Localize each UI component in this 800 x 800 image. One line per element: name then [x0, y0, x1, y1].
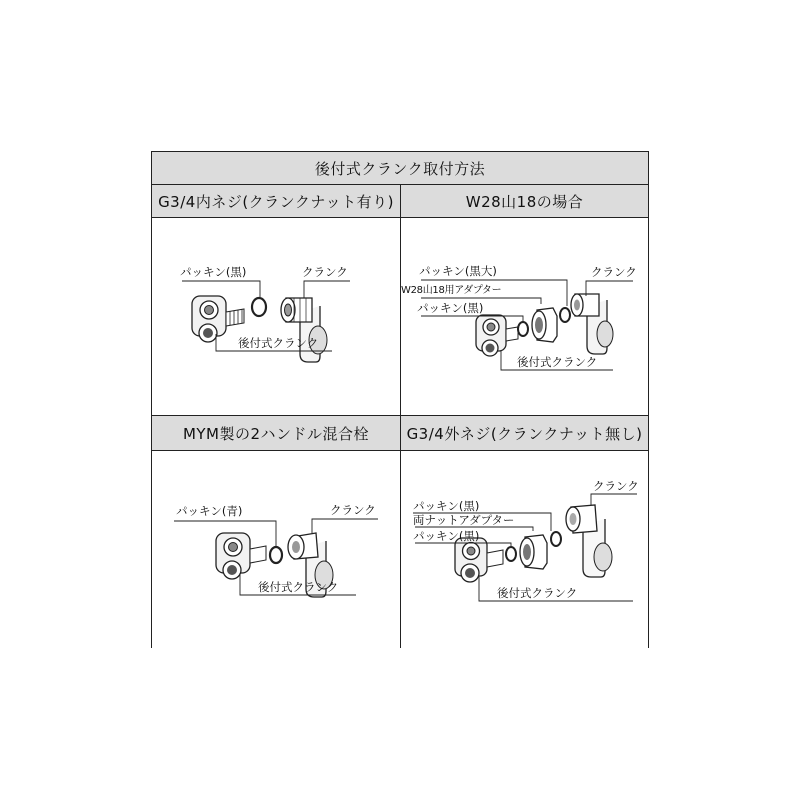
diagram-g34-internal [152, 218, 400, 415]
packing-ring-icon [270, 547, 282, 563]
label-packing-blue: パッキン(青) [176, 504, 243, 518]
rear-crank-fitting-icon [192, 296, 244, 342]
rear-crank-fitting-icon [476, 315, 518, 356]
table-title: 後付式クランク取付方法 [152, 152, 648, 184]
label-double-nut-adapter: 両ナットアダプター [413, 513, 515, 527]
panel-g34-internal [152, 218, 400, 415]
panel-mym [152, 451, 400, 648]
label-w28-adapter: W28山18用アダプター [401, 285, 502, 296]
diagram-mym [152, 451, 400, 648]
panel-header-g34-external: G3/4外ネジ(クランクナット無し) [401, 416, 648, 450]
adapter-icon [520, 535, 547, 569]
label-packing: パッキン(黒) [413, 529, 480, 543]
adapter-icon [532, 308, 557, 342]
rear-crank-fitting-icon [216, 533, 266, 579]
packing-ring-icon [518, 322, 528, 336]
label-rear-crank: 後付式クランク [497, 586, 578, 600]
packing-ring-icon [560, 308, 570, 322]
rear-crank-fitting-icon [455, 538, 503, 582]
label-rear-crank: 後付式クランク [238, 336, 319, 350]
installation-table [151, 151, 649, 648]
panel-g34-external [401, 451, 648, 648]
label-crank: クランク [330, 503, 376, 517]
packing-ring-icon [506, 547, 516, 561]
crank-icon [571, 294, 613, 354]
panel-w28 [401, 218, 648, 415]
label-crank: クランク [593, 479, 639, 493]
label-packing: パッキン(黒) [180, 265, 247, 279]
panel-header-w28: W28山18の場合 [401, 185, 648, 217]
label-rear-crank: 後付式クランク [258, 580, 339, 594]
packing-ring-icon [252, 298, 266, 316]
label-packing-top: パッキン(黒) [413, 499, 480, 513]
label-rear-crank: 後付式クランク [517, 355, 598, 369]
panel-header-g34-internal: G3/4内ネジ(クランクナット有り) [152, 185, 400, 217]
label-packing-large: パッキン(黒大) [419, 264, 497, 278]
label-crank: クランク [302, 265, 348, 279]
label-packing: パッキン(黒) [417, 301, 484, 315]
diagram-w28 [401, 218, 648, 415]
packing-ring-icon [551, 532, 561, 546]
panel-header-mym: MYM製の2ハンドル混合栓 [152, 416, 400, 450]
crank-icon [281, 298, 327, 362]
crank-icon [566, 505, 612, 577]
label-crank: クランク [591, 265, 637, 279]
